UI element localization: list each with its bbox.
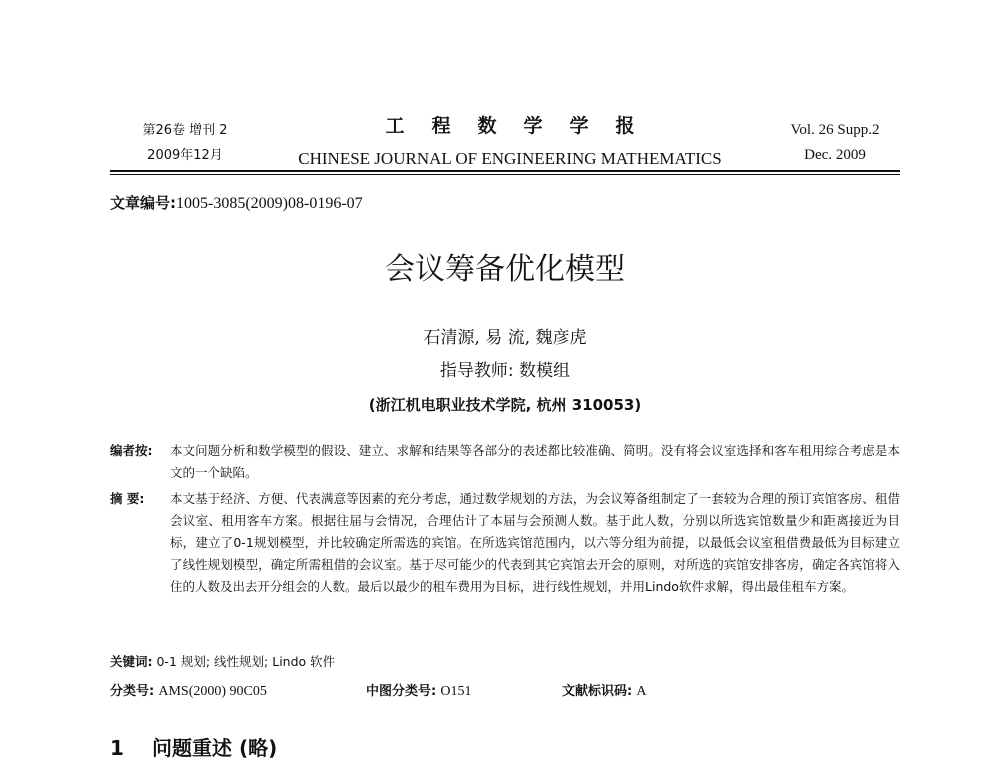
section-title: 问题重述 (略) [152, 736, 278, 760]
doc-value: A [636, 684, 647, 699]
section-heading [110, 734, 277, 762]
clc-classification [366, 681, 471, 703]
header-center [260, 112, 760, 172]
article-number-label: 文章编号: [110, 194, 176, 212]
volume-en: Vol. 26 Supp.2 [790, 122, 880, 138]
issue-date-en: Dec. 2009 [804, 147, 866, 163]
header-rule-thick [110, 170, 900, 172]
header-rule-thin [110, 174, 900, 175]
section-number: 1 [110, 736, 124, 760]
editor-note-label: 编者按: [110, 443, 153, 458]
ams-label: 分类号: [110, 684, 155, 699]
keywords-label: 关键词: [110, 654, 153, 669]
clc-label: 中图分类号: [366, 684, 437, 699]
editor-note-text: 本文问题分析和数学模型的假设、建立、求解和结果等各部分的表述都比较准确、简明。没有将会议室选择和客车租用综合考虑是本文的一个缺陷。 [170, 443, 900, 480]
volume-issue: 第26卷 增刊 2 [142, 123, 228, 138]
paper-title: 会议筹备优化模型 [385, 252, 625, 287]
clc-value: O151 [440, 684, 472, 699]
paper-authors: 石清源, 易 流, 魏彦虎 [423, 328, 587, 348]
ams-classification [110, 681, 267, 703]
ams-value: AMS(2000) 90C05 [158, 684, 267, 699]
header-right [770, 118, 900, 168]
paper-advisor: 指导教师: 数模组 [439, 361, 571, 381]
keywords [110, 651, 900, 673]
keywords-text: 0-1 规划; 线性规划; Lindo 软件 [156, 654, 336, 669]
editor-note [110, 440, 900, 484]
abstract-text: 本文基于经济、方便、代表满意等因素的充分考虑，通过数学规划的方法，为会议筹备组制定了一套较为合理的预订宾馆客房、租借会议室、租用客车方案。根据往届与会情况，合理估计了本届与会预测人数。基于此人数，分别以所选宾馆数量少和距离接近为目标，建立了0-1规划模型，并比较确定所需选的宾馆。在所选宾馆范围内，以六等分组为前提，以最低会议室租借费最低为目标建立了线性规划模型，确定所需租借的会议室。基于尽可能少的代表到其它宾馆去开会的原则，对所选的宾馆安排客房，确定各宾馆将入住的人数及出去开分组会的人数。最后以最少的租车费用为目标，进行线性规划，并用Lindo软件求解，得出最佳租车方案。 [170, 491, 900, 594]
issue-date-cn: 2009年12月 [147, 148, 223, 163]
article-number-value: 1005-3085(2009)08-0196-07 [176, 195, 363, 212]
document-code [562, 681, 646, 703]
doc-label: 文献标识码: [562, 684, 633, 699]
header-left [120, 118, 250, 168]
journal-header [110, 112, 900, 170]
abstract-label: 摘 要: [110, 491, 145, 506]
paper-affiliation: (浙江机电职业技术学院, 杭州 310053) [368, 396, 642, 414]
journal-title-en: CHINESE JOURNAL OF ENGINEERING MATHEMATICS [298, 149, 722, 168]
article-number [110, 192, 363, 213]
abstract [110, 488, 900, 598]
journal-title-cn: 工程数学学报 [385, 115, 662, 137]
